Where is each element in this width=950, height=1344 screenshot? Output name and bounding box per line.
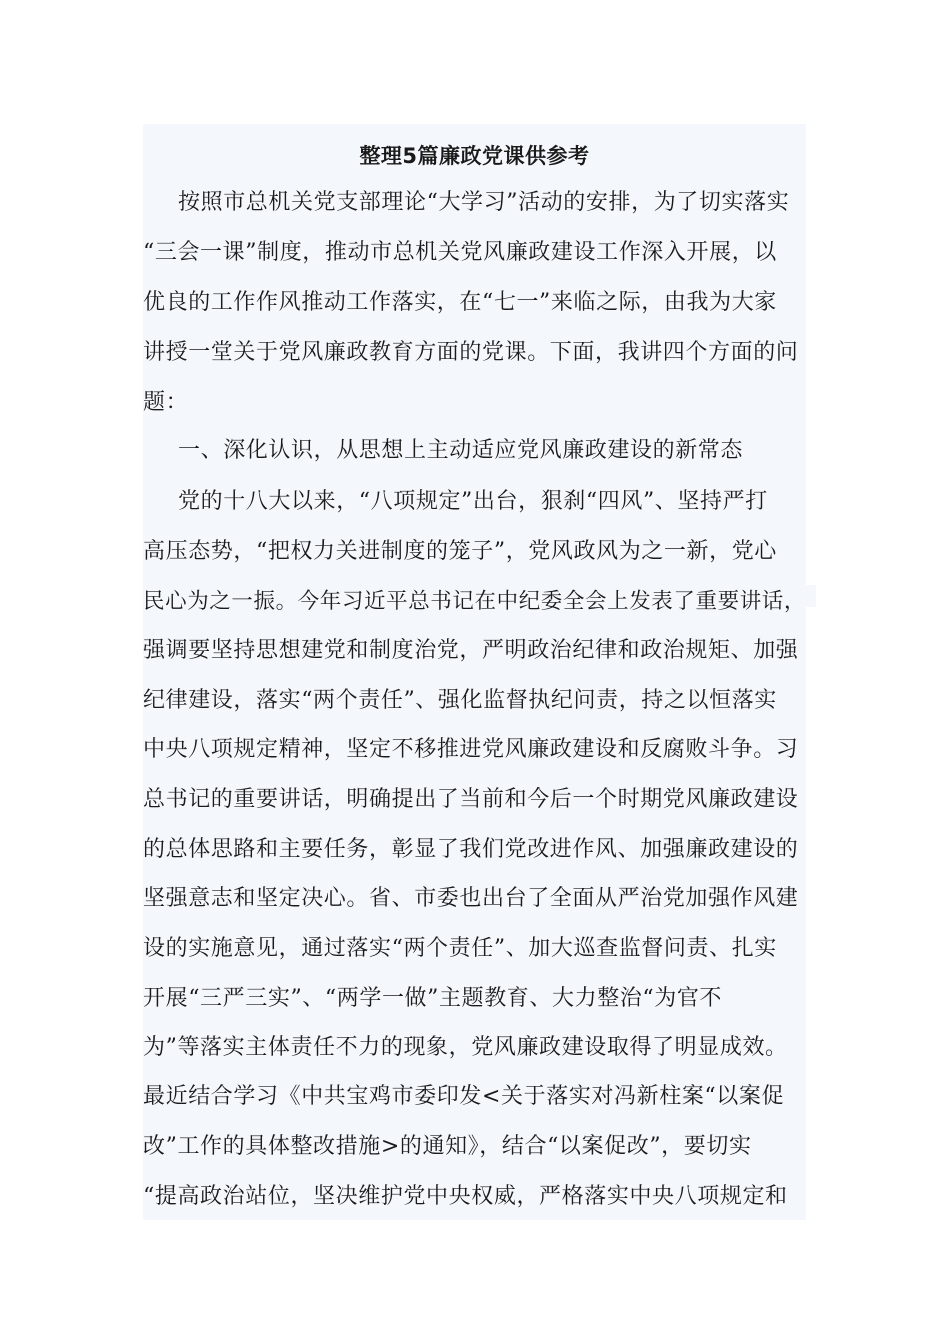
paragraph-line: “三会一课”制度，推动市总机关党风廉政建设工作深入开展，以 <box>143 240 777 265</box>
paragraph-line: 最近结合学习《中共宝鸡市委印发<关于落实对冯新柱案“以案促 <box>143 1084 785 1109</box>
paragraph-line: 坚强意志和坚定决心。省、市委也出台了全面从严治党加强作风建 <box>143 886 799 911</box>
paragraph-line: 讲授一堂关于党风廉政教育方面的党课。下面，我讲四个方面的问 <box>143 340 799 365</box>
background-strip <box>806 585 816 607</box>
paragraph-line: 总书记的重要讲话，明确提出了当前和今后一个时期党风廉政建设 <box>143 787 799 812</box>
paragraph-line: 中央八项规定精神，坚定不移推进党风廉政建设和反腐败斗争。习 <box>143 737 799 762</box>
document-body <box>143 124 806 1220</box>
paragraph-line: 民心为之一振。今年习近平总书记在中纪委全会上发表了重要讲话， <box>143 589 807 614</box>
paragraph-line: 设的实施意见，通过落实“两个责任”、加大巡查监督问责、扎实 <box>143 936 777 961</box>
paragraph-line: 的总体思路和主要任务，彰显了我们党改进作风、加强廉政建设的 <box>143 837 799 862</box>
section-heading: 一、深化认识，从思想上主动适应党风廉政建设的新常态 <box>178 438 744 463</box>
paragraph-line: 纪律建设，落实“两个责任”、强化监督执纪问责，持之以恒落实 <box>143 688 777 713</box>
paragraph-line: 开展“三严三实”、“两学一做”主题教育、大力整治“为官不 <box>143 986 723 1011</box>
paragraph-line: 按照市总机关党支部理论“大学习”活动的安排，为了切实落实 <box>178 190 790 215</box>
paragraph-line: “提高政治站位，坚决维护党中央权威，严格落实中央八项规定和 <box>143 1184 788 1209</box>
paragraph-line: 强调要坚持思想建党和制度治党，严明政治纪律和政治规矩、加强 <box>143 638 799 663</box>
paragraph-line: 优良的工作作风推动工作落实，在“七一”来临之际，由我为大家 <box>143 290 777 315</box>
document-title: 整理5篇廉政党课供参考 <box>359 144 590 168</box>
paragraph-line: 党的十八大以来，“八项规定”出台，狠刹“四风”、坚持严打 <box>178 489 768 514</box>
paragraph-line: 改”工作的具体整改措施>的通知》，结合“以案促改”，要切实 <box>143 1134 752 1159</box>
paragraph-line: 为”等落实主体责任不力的现象，党风廉政建设取得了明显成效。 <box>143 1035 788 1060</box>
paragraph-line: 题： <box>143 390 189 415</box>
paragraph-line: 高压态势，“把权力关进制度的笼子”，党风政风为之一新，党心 <box>143 539 777 564</box>
